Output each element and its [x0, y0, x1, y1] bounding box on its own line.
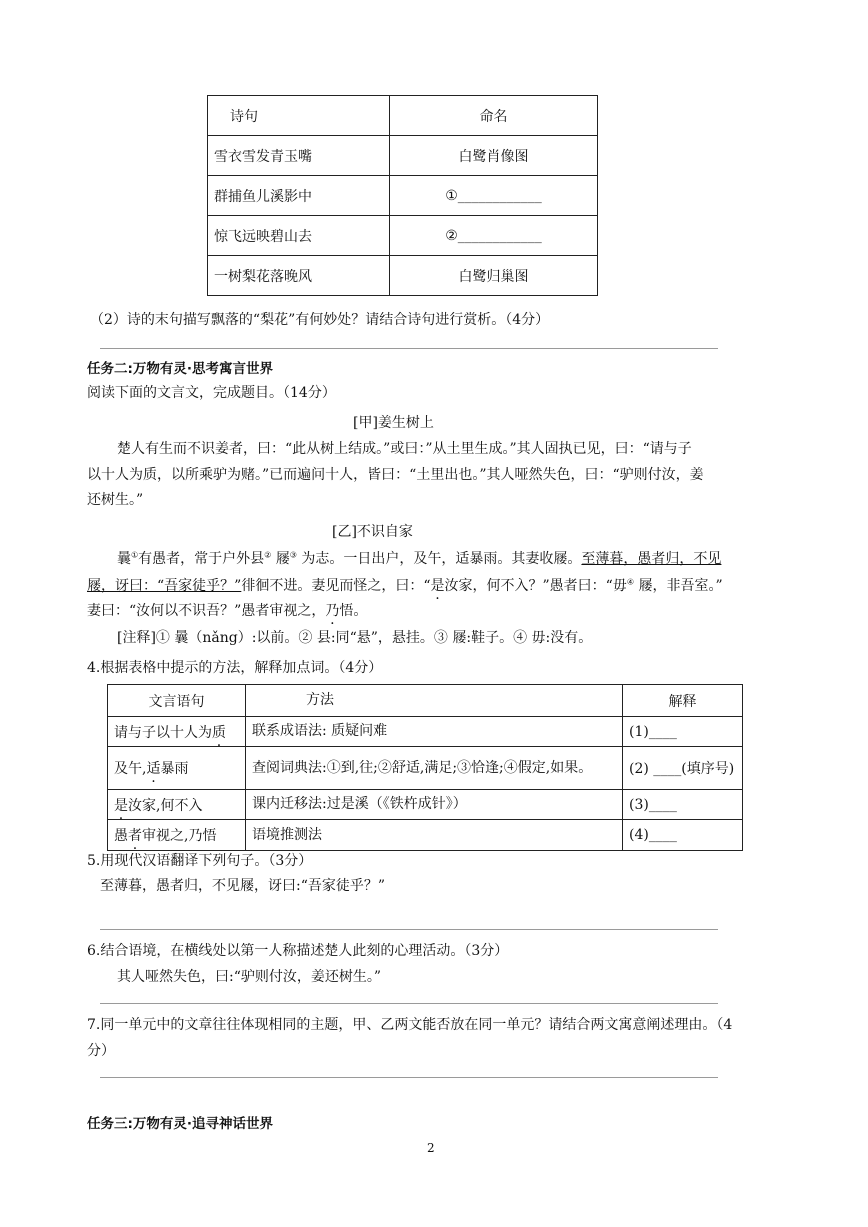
yi-text: 汝家，何不入？”愚者曰：“毋: [444, 578, 627, 594]
dotted-word: 质: [212, 724, 226, 741]
yi-text: 妻曰：“汝何以不识吾？”愚者审视之，: [87, 603, 326, 619]
yi-text: 屦: [271, 551, 290, 567]
jia-title: [甲]姜生树上: [353, 415, 434, 431]
table-row: [208, 136, 598, 176]
question-4: 4.根据表格中提示的方法，解释加点词。（4分）: [87, 660, 383, 676]
header-cell: 方法: [246, 685, 623, 717]
sentence-text: 汝家,何不入: [128, 797, 203, 814]
underlined-sentence: 至薄暮，愚者归，不见: [581, 551, 722, 567]
jia-text-line: 还树生。”: [87, 492, 144, 508]
answer-line[interactable]: [100, 1003, 718, 1004]
q5-sentence: 至薄暮，愚者归，不见屦，讶曰:“吾家徒乎？”: [100, 878, 386, 894]
table-row: [108, 820, 743, 851]
yi-text: 为志。一日出户，及午，适暴雨。其妻收屦。: [296, 551, 582, 567]
yi-title: [乙]不识自家: [332, 524, 413, 540]
footnote-mark: ①: [131, 550, 139, 560]
dotted-word: 是: [114, 797, 128, 814]
question-7: 7.同一单元中的文章往往体现相同的主题，甲、乙两文能否放在同一单元？请结合两文寓意阐述理由。（4: [87, 1017, 733, 1033]
poem-line: 一树梨花落晚风: [208, 256, 390, 296]
dotted-word: 是: [430, 578, 445, 594]
sentence-text: 暴雨: [160, 761, 189, 777]
header-cell: 命名: [390, 96, 598, 136]
yi-text: 徘徊不进。妻见而怪之，曰：“: [241, 578, 431, 594]
dotted-word: 适: [146, 761, 161, 777]
sentence-text: 及午,: [114, 761, 147, 777]
table-header-row: [208, 96, 598, 136]
method-cell: 查阅词典法:①到,往;②舒适,满足;③恰逢;④假定,如果。: [246, 747, 623, 790]
question-2: （2）诗的末句描写飘落的“梨花”有何妙处？请结合诗句进行赏析。（4分）: [90, 312, 550, 328]
jia-text-line: 楚人有生而不识姜者，曰：“此从树上结成。”或曰：”从土里生成。”其人固执已见，曰：“请与子: [117, 441, 692, 457]
answer-blank[interactable]: (2) ____(填序号): [623, 747, 743, 790]
page-number: 2: [427, 1141, 435, 1155]
yi-text-line: [87, 600, 367, 620]
poem-title: 白鹭肖像图: [390, 136, 598, 176]
table-row: [208, 256, 598, 296]
answer-line[interactable]: [100, 929, 718, 930]
q6-sentence: 其人哑然失色，曰:“驴则付汝，姜还树生。”: [117, 969, 382, 985]
answer-blank[interactable]: (4)____: [623, 820, 743, 851]
method-table: [107, 684, 743, 851]
blank-answer-1[interactable]: ①____________: [390, 176, 598, 216]
poem-line: 雪衣雪发青玉嘴: [208, 136, 390, 176]
dotted-word: 乃: [325, 603, 340, 619]
answer-blank[interactable]: (1)____: [623, 717, 743, 747]
question-6: 6.结合语境，在横线处以第一人称描述楚人此刻的心理活动。（3分）: [87, 943, 509, 959]
poem-title: 白鹭归巢图: [390, 256, 598, 296]
question-5: 5.用现代汉语翻译下列句子。（3分）: [87, 853, 313, 869]
question-7-cont: 分）: [87, 1043, 115, 1059]
table-row: [208, 216, 598, 256]
footnote-mark: ②: [264, 550, 272, 560]
sentence-cell: [108, 790, 246, 820]
table-row: [108, 790, 743, 820]
header-cell: 诗句: [208, 96, 390, 136]
sentence-cell: [108, 717, 246, 747]
method-cell: 语境推测法: [246, 820, 623, 851]
underlined-sentence: 屦，讶曰：“吾家徒乎？”: [87, 578, 242, 594]
yi-text: 曩: [117, 551, 131, 567]
footnote-mark: ④: [626, 577, 634, 587]
task3-title: 任务三:万物有灵·追寻神话世界: [87, 1116, 274, 1132]
sentence-text: 审视之,乃悟: [142, 828, 217, 844]
annotations: [注释]① 曩（nǎng）:以前。② 县:同“悬”，悬挂。③ 屦:鞋子。④ 毋:没有。: [117, 630, 593, 646]
answer-blank[interactable]: (3)____: [623, 790, 743, 820]
method-cell: 课内迁移法:过是溪（《铁杵成针》）: [246, 790, 623, 820]
answer-line[interactable]: [100, 1077, 718, 1078]
yi-text-line: [87, 575, 723, 595]
dotted-word: 者: [128, 828, 142, 844]
yi-text-line: [117, 548, 721, 568]
task2-title: 任务二:万物有灵·思考寓言世界: [87, 361, 274, 377]
poem-line: 群捕鱼儿溪影中: [208, 176, 390, 216]
table-row: [108, 747, 743, 790]
yi-text: 悟。: [339, 603, 368, 619]
poem-line: 惊飞远映碧山去: [208, 216, 390, 256]
header-cell: 文言语句: [108, 685, 246, 717]
table-row: [108, 717, 743, 747]
sentence-text: 请与子以十人为: [114, 724, 212, 741]
yi-text: 有愚者，常于户外县: [138, 551, 265, 567]
poem-naming-table: [207, 95, 598, 296]
answer-line[interactable]: [100, 348, 718, 349]
yi-text: 屦，非吾室。”: [634, 578, 723, 594]
footnote-mark: ③: [289, 550, 297, 560]
task2-intro: 阅读下面的文言文，完成题目。（14分）: [87, 385, 336, 401]
header-cell: 解释: [623, 685, 743, 717]
blank-answer-2[interactable]: ②____________: [390, 216, 598, 256]
table-header-row: [108, 685, 743, 717]
table-row: [208, 176, 598, 216]
sentence-cell: [108, 747, 246, 790]
method-cell: 联系成语法: 质疑问难: [246, 717, 623, 747]
jia-text-line: 以十人为质，以所乘驴为赌。”已而遍问十人，皆曰：“土里出也。”其人哑然失色，曰：“驴则付汝，姜: [87, 467, 704, 483]
sentence-cell: [108, 820, 246, 851]
sentence-text: 愚: [114, 828, 128, 844]
